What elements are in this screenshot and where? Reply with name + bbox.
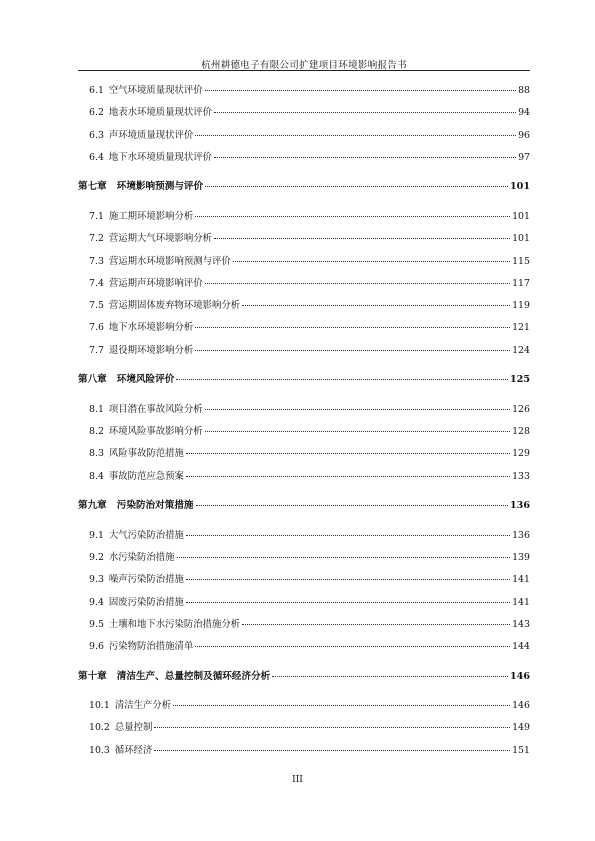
toc-dot-leader xyxy=(195,135,516,136)
toc-section-entry[interactable] xyxy=(78,468,530,482)
toc-section-entry[interactable] xyxy=(78,149,530,163)
toc-dot-leader xyxy=(196,505,508,506)
toc-entry-number: 7.1 xyxy=(89,210,104,222)
toc-entry-number: 9.3 xyxy=(89,574,104,586)
toc-entry-page: 121 xyxy=(512,322,530,334)
toc-dot-leader xyxy=(186,453,510,454)
toc-dot-leader xyxy=(242,624,510,625)
toc-entry-page: 101 xyxy=(512,210,530,222)
toc-section-entry[interactable] xyxy=(78,616,530,630)
toc-chapter-entry[interactable] xyxy=(78,178,530,192)
toc-section-entry[interactable] xyxy=(78,319,530,333)
toc-entry-number: 10.2 xyxy=(89,722,110,734)
toc-entry-title: 声环境质量现状评价 xyxy=(108,129,194,141)
toc-section-entry[interactable] xyxy=(78,127,530,141)
toc-section-entry[interactable] xyxy=(78,342,530,356)
toc-entry-number: 第八章 xyxy=(78,374,107,386)
toc-section-entry[interactable] xyxy=(78,445,530,459)
toc-section-entry[interactable] xyxy=(78,423,530,437)
document-header: 杭州耕德电子有限公司扩建项目环境影响报告书 xyxy=(201,60,407,71)
toc-dot-leader xyxy=(173,705,510,706)
toc-entry-page: 151 xyxy=(512,744,530,756)
toc-entry-page: 143 xyxy=(512,618,530,630)
toc-section-entry[interactable] xyxy=(78,82,530,96)
toc-entry-page: 146 xyxy=(512,700,530,712)
toc-entry-page: 88 xyxy=(518,85,530,96)
toc-entry-number: 9.4 xyxy=(89,596,104,608)
toc-dot-leader xyxy=(205,186,508,187)
toc-entry-page: 97 xyxy=(518,151,530,163)
toc-entry-title: 营运期固体废弃物环境影响分析 xyxy=(108,300,241,312)
toc-entry-title: 营运期大气环境影响分析 xyxy=(108,233,213,245)
toc-dot-leader xyxy=(233,261,510,262)
toc-entry-page: 144 xyxy=(512,641,530,653)
toc-entry-title: 循环经济 xyxy=(114,744,153,756)
toc-dot-leader xyxy=(195,327,510,328)
toc-dot-leader xyxy=(214,238,510,239)
header-divider xyxy=(78,70,530,71)
toc-entry-number: 第十章 xyxy=(78,670,107,682)
toc-entry-page: 119 xyxy=(512,300,530,312)
toc-entry-title: 水污染防治措施 xyxy=(108,551,175,563)
toc-entry-title: 地下水环境质量现状评价 xyxy=(108,151,213,163)
toc-entry-title: 大气污染防治措施 xyxy=(108,529,184,541)
toc-entry-title: 噪声污染防治措施 xyxy=(108,574,184,586)
toc-entry-page: 149 xyxy=(512,722,530,734)
toc-dot-leader xyxy=(195,646,510,647)
toc-entry-number: 7.7 xyxy=(89,344,104,356)
toc-entry-page: 136 xyxy=(512,529,530,541)
toc-section-entry[interactable] xyxy=(78,275,530,289)
toc-entry-number: 8.3 xyxy=(89,448,104,460)
toc-entry-title: 土壤和地下水污染防治措施分析 xyxy=(108,618,241,630)
toc-entry-number: 6.3 xyxy=(89,129,104,141)
toc-entry-page: 133 xyxy=(512,470,530,482)
toc-dot-leader xyxy=(176,379,508,380)
toc-entry-number: 第七章 xyxy=(78,181,107,193)
toc-entry-number: 10.3 xyxy=(89,744,110,756)
toc-entry-title: 风险事故防范措施 xyxy=(108,448,184,460)
toc-dot-leader xyxy=(195,216,510,217)
toc-dot-leader xyxy=(177,557,511,558)
toc-section-entry[interactable] xyxy=(78,571,530,585)
toc-dot-leader xyxy=(195,350,510,351)
toc-entry-title: 项目潜在事故风险分析 xyxy=(108,403,203,415)
toc-entry-number: 7.3 xyxy=(89,255,104,267)
toc-entry-page: 141 xyxy=(512,574,530,586)
toc-entry-number: 7.6 xyxy=(89,322,104,334)
toc-section-entry[interactable] xyxy=(78,208,530,222)
toc-dot-leader xyxy=(186,602,510,603)
toc-entry-title: 退役期环境影响分析 xyxy=(108,344,194,356)
toc-dot-leader xyxy=(205,90,516,91)
toc-entry-number: 9.5 xyxy=(89,618,104,630)
toc-dot-leader xyxy=(186,535,510,536)
toc-entry-page: 141 xyxy=(512,596,530,608)
toc-entry-number: 8.2 xyxy=(89,426,104,437)
toc-section-entry[interactable] xyxy=(78,297,530,311)
toc-entry-title: 清洁生产分析 xyxy=(114,700,172,712)
toc-entry-title: 施工期环境影响分析 xyxy=(108,210,194,222)
toc-dot-leader xyxy=(205,431,510,432)
toc-dot-leader xyxy=(214,157,516,158)
toc-section-entry[interactable] xyxy=(78,719,530,733)
toc-dot-leader xyxy=(272,676,508,677)
toc-entry-page: 96 xyxy=(518,129,530,141)
toc-entry-number: 8.1 xyxy=(89,403,104,415)
toc-entry-number: 8.4 xyxy=(89,470,104,482)
toc-section-entry[interactable] xyxy=(78,549,530,563)
toc-entry-title: 空气环境质量现状评价 xyxy=(108,85,203,96)
toc-entry-page: 128 xyxy=(512,426,530,437)
toc-section-entry[interactable] xyxy=(78,253,530,267)
toc-section-entry[interactable] xyxy=(78,697,530,711)
toc-section-entry[interactable] xyxy=(78,638,530,652)
toc-entry-number: 9.1 xyxy=(89,529,104,541)
toc-entry-page: 101 xyxy=(512,233,530,245)
toc-dot-leader xyxy=(186,579,510,580)
toc-entry-number: 6.4 xyxy=(89,151,104,163)
toc-dot-leader xyxy=(205,283,510,284)
toc-entry-page: 129 xyxy=(512,448,530,460)
toc-entry-number: 6.2 xyxy=(89,107,104,119)
toc-entry-number: 7.2 xyxy=(89,233,104,245)
toc-entry-page: 94 xyxy=(518,107,530,119)
toc-entry-title: 污染物防治措施清单 xyxy=(108,641,194,653)
toc-entry-title: 事故防范应急预案 xyxy=(108,470,184,482)
toc-section-entry[interactable] xyxy=(78,742,530,756)
toc-entry-title: 总量控制 xyxy=(114,722,153,734)
toc-entry-title: 固废污染防治措施 xyxy=(108,596,184,608)
toc-entry-page: 125 xyxy=(509,374,530,386)
toc-entry-title: 营运期声环境影响评价 xyxy=(108,277,203,289)
toc-chapter-entry[interactable] xyxy=(78,497,530,511)
toc-entry-number: 9.2 xyxy=(89,551,104,563)
toc-entry-title: 地表水环境质量现状评价 xyxy=(108,107,213,119)
toc-section-entry[interactable] xyxy=(78,230,530,244)
toc-entry-title: 环境风险事故影响分析 xyxy=(108,426,203,437)
toc-dot-leader xyxy=(214,112,516,113)
toc-entry-number: 6.1 xyxy=(89,85,104,96)
toc-entry-title: 污染防治对策措施 xyxy=(116,500,194,512)
toc-entry-page: 115 xyxy=(512,255,530,267)
toc-section-entry[interactable] xyxy=(78,594,530,608)
toc-entry-title: 清洁生产、总量控制及循环经济分析 xyxy=(116,670,271,682)
toc-section-entry[interactable] xyxy=(78,527,530,541)
toc-dot-leader xyxy=(186,476,510,477)
toc-entry-page: 124 xyxy=(512,344,530,356)
toc-entry-title: 营运期水环境影响预测与评价 xyxy=(108,255,231,267)
toc-entry-number: 7.5 xyxy=(89,300,104,312)
toc-entry-number: 7.4 xyxy=(89,277,104,289)
toc-entry-number: 10.1 xyxy=(89,700,110,712)
toc-entry-page: 139 xyxy=(512,551,530,563)
toc-entry-title: 环境影响预测与评价 xyxy=(116,181,204,193)
toc-entry-title: 地下水环境影响分析 xyxy=(108,322,194,334)
toc-section-entry[interactable] xyxy=(78,104,530,118)
toc-entry-page: 117 xyxy=(512,277,530,289)
toc-entry-title: 环境风险评价 xyxy=(116,374,175,386)
toc-entry-page: 136 xyxy=(509,500,530,512)
toc-entry-page: 146 xyxy=(509,670,530,682)
toc-chapter-entry[interactable] xyxy=(78,668,530,682)
toc-dot-leader xyxy=(154,727,510,728)
toc-dot-leader xyxy=(205,409,510,410)
toc-entry-number: 第九章 xyxy=(78,500,107,512)
toc-entry-page: 101 xyxy=(509,181,530,193)
toc-chapter-entry[interactable] xyxy=(78,371,530,385)
page-number: III xyxy=(292,775,303,785)
toc-entry-number: 9.6 xyxy=(89,641,104,653)
toc-entry-page: 126 xyxy=(512,403,530,415)
toc-dot-leader xyxy=(242,305,510,306)
toc-section-entry[interactable] xyxy=(78,401,530,415)
toc-dot-leader xyxy=(154,750,510,751)
